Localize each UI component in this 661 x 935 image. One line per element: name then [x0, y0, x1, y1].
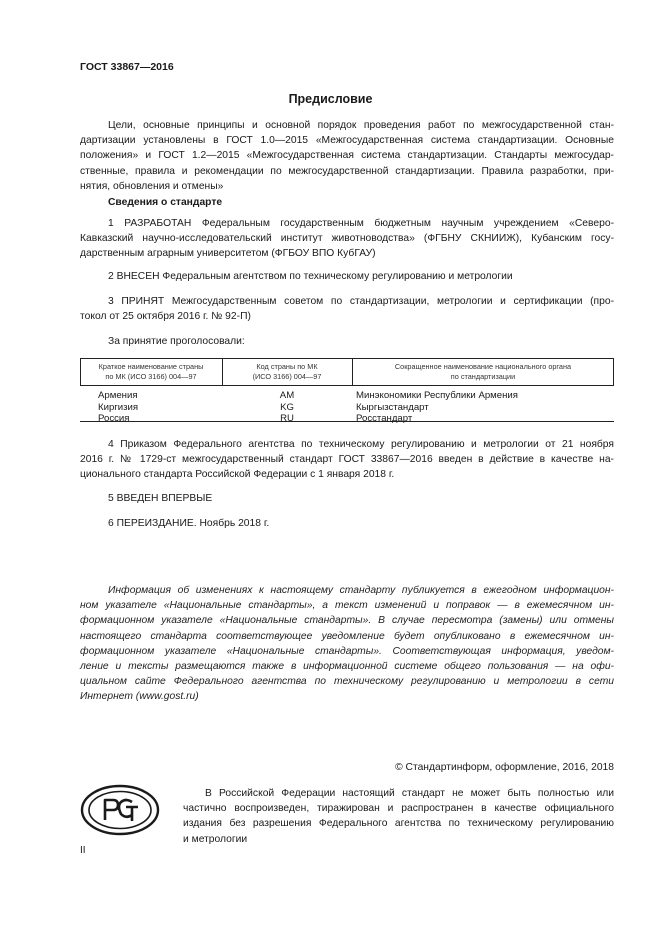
text-line: ном указателе «Национальные стандарты», а текст изменений и поправок — в ежемесячном ин- [80, 600, 614, 612]
table-border [80, 358, 614, 359]
vote-label [80, 334, 614, 349]
vote-table [80, 358, 614, 422]
header-line: Сокращенное наименование национального органа [394, 362, 572, 371]
section-heading: Сведения о стандарте [108, 197, 223, 208]
table-column-country [98, 390, 138, 425]
text-line: 1 РАЗРАБОТАН Федеральным государственным бюджетным научным учреждением «Северо- [108, 218, 614, 229]
text-line: ственные, правила и рекомендации по межгосударственной стандартизации. Правила разработки, при- [80, 165, 614, 177]
item-first-introduced [80, 491, 614, 506]
text-line: Цели, основные принципы и основной порядок проведения работ по межгосударственной стан- [108, 120, 614, 131]
header-line: Краткое наименование страны [98, 362, 204, 371]
table-cell: Росстандарт [356, 413, 413, 424]
text-line: Интернет (www.gost.ru) [80, 691, 199, 703]
table-header-body [352, 362, 614, 382]
text-line: 6 ПЕРЕИЗДАНИЕ. Ноябрь 2018 г. [108, 518, 270, 529]
text-line: положения» и ГОСТ 1.2—2015 «Межгосударственная система стандартизации. Стандарты межгосудар- [80, 150, 614, 162]
item-introduced [80, 269, 614, 284]
text-line: формационном указателе «Национальные стандарты». В случае пересмотра (замены) или отмены [80, 615, 614, 627]
table-cell: Россия [98, 413, 130, 424]
table-cell: AM [279, 390, 295, 401]
header-line: по стандартизации [450, 372, 516, 381]
text-line: 2 ВНЕСЕН Федеральным агентством по техническому регулированию и метрологии [108, 271, 513, 282]
text-line: За принятие проголосовали: [108, 336, 245, 347]
text-line: 2016 г. № 1729-ст межгосударственный стандарт ГОСТ 33867—2016 введен в действие в качестве на- [80, 454, 614, 466]
table-cell: Армения [98, 390, 138, 401]
table-header-country [80, 362, 222, 382]
text-line: формационном указателе «Национальные стандарты». Соответствующая информация, уведом- [80, 645, 614, 657]
text-line: 5 ВВЕДЕН ВПЕРВЫЕ [108, 493, 213, 504]
text-line: дартизации установлены в ГОСТ 1.0—2015 «Межгосударственная система стандартизации. Основные [80, 135, 614, 147]
header-line: по МК (ИСО 3166) 004—97 [105, 372, 197, 381]
text-line: циальном сайте Федерального агентства по техническому регулированию и метрологии в сети [80, 676, 614, 688]
text-line: издания без разрешения Федерального агентства по техническому регулированию [183, 818, 614, 830]
text-line: токол от 25 октября 2016 г. № 92-П) [80, 311, 251, 323]
text-line: и метрологии [183, 833, 248, 845]
table-border [80, 385, 614, 386]
text-line: дарственным аграрным университетом (ФГБОУ ВПО КубГАУ) [80, 248, 376, 260]
reproduction-notice [183, 786, 614, 847]
item-developed [80, 216, 614, 262]
rst-seal-icon [80, 784, 160, 836]
table-cell: Кыргызстандарт [356, 401, 429, 413]
text-line: нятия, обновления и отмены» [80, 180, 224, 192]
changes-info [80, 583, 614, 705]
text-line: Информация об изменениях к настоящему стандарту публикуется в ежегодном информацион- [108, 585, 614, 596]
text-line: частично воспроизведен, тиражирован и распространен в качестве официального [183, 803, 614, 815]
text-line: настоящего стандарта соответствующее уведомление будет опубликовано в ежемесячном ин- [80, 630, 614, 642]
table-cell: RU [280, 413, 294, 424]
table-cell: Минэкономики Республики Армения [356, 390, 518, 401]
page-title: Предисловие [288, 92, 373, 106]
page-number: II [80, 845, 86, 856]
document-code: ГОСТ 33867—2016 [80, 61, 174, 73]
item-adopted [80, 294, 614, 324]
table-cell: KG [280, 401, 294, 413]
table-column-body [356, 390, 518, 425]
intro-paragraph [80, 118, 614, 194]
text-line: В Российской Федерации настоящий стандарт не может быть полностью или [205, 788, 614, 799]
table-column-code [222, 390, 352, 425]
text-line: 4 Приказом Федерального агентства по техническому регулированию и метрологии от 21 ноября [108, 439, 614, 450]
text-line: Кавказский научно-исследовательский институт животноводства» (ФГБНУ СКНИИЖ), Кубанским госу- [80, 233, 614, 245]
text-line: ционального стандарта Российской Федерации с 1 января 2018 г. [80, 469, 395, 481]
text-line: ление и тексты размещаются также в информационной системе общего пользования — на офи- [80, 661, 614, 673]
text-line: 3 ПРИНЯТ Межгосударственным советом по стандартизации, метрологии и сертификации (про- [108, 296, 614, 307]
header-line: Код страны по МК [256, 362, 318, 371]
copyright: © Стандартинформ, оформление, 2016, 2018 [395, 762, 614, 773]
header-line: (ИСО 3166) 004—97 [252, 372, 322, 381]
table-header-code [222, 362, 352, 382]
item-enacted [80, 437, 614, 483]
table-cell: Киргизия [98, 401, 139, 413]
item-reissue [80, 516, 614, 531]
